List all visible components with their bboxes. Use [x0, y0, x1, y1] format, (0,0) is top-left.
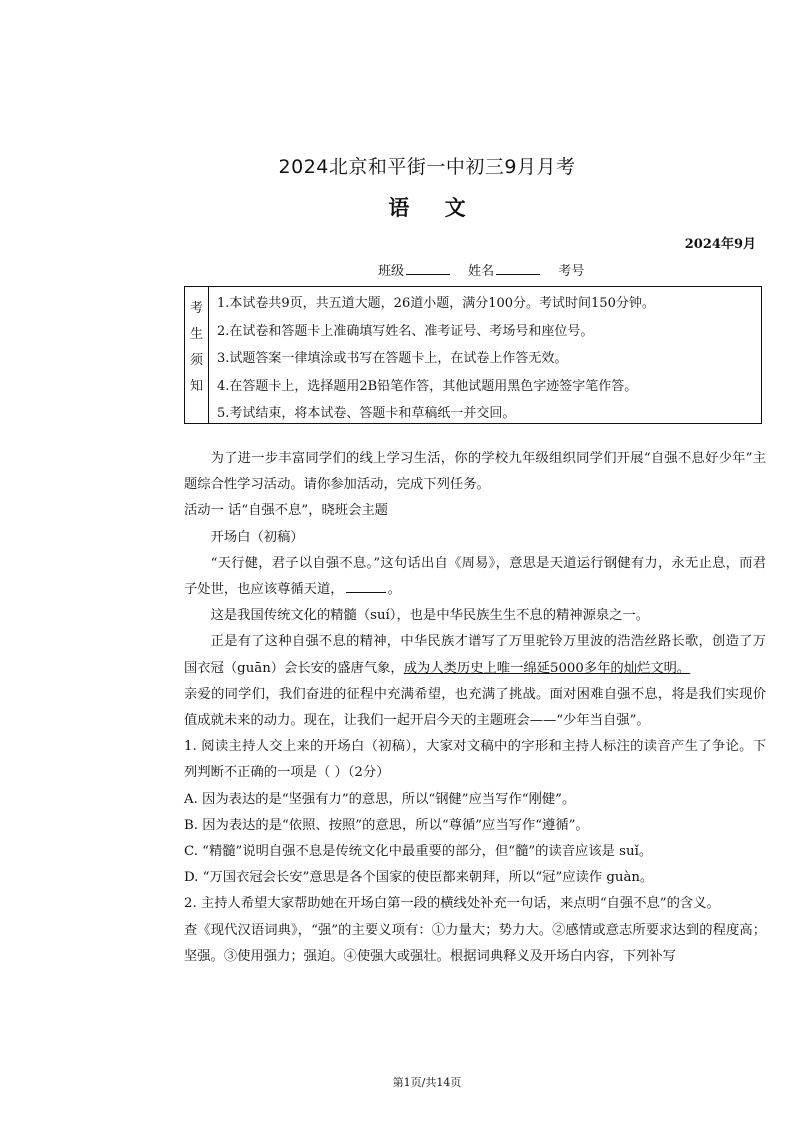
underlined-sentence: 成为人类历史上唯一绵延5000多年的灿烂文明。	[403, 660, 691, 676]
fill-in-blank[interactable]	[346, 580, 386, 593]
question-1: 1. 阅读主持人交上来的开场白（初稿），大家对文稿中的字形和主持人标注的读音产生了争论。下列判断不正确的一项是（ ）（2分）	[184, 739, 766, 781]
name-label: 姓名	[468, 264, 495, 279]
opening-paragraph-3	[184, 629, 766, 681]
paragraph-text: 。	[387, 582, 401, 598]
paragraph-text: 正是有了这种自强不息的精神，中华民族才谱写了万里驼铃万里波的浩浩丝路长歌，创造了万国衣冠（guān）会长安的盛唐气象，	[184, 634, 766, 676]
opening-paragraph-1	[184, 551, 766, 603]
activity-heading: 活动一 话“自强不息”，晓班会主题	[184, 503, 388, 519]
class-label: 班级	[378, 264, 405, 279]
question-2: 2. 主持人希望大家帮助她在开场白第一段的横线处补充一句话，来点明“自强不息”的含义。	[184, 896, 720, 912]
question-1-option-b[interactable]: B. 因为表达的是“依照、按照”的意思，所以“尊循”应当写作“遵循”。	[184, 817, 589, 833]
question-1-option-a[interactable]: A. 因为表达的是“坚强有力”的意思，所以“钢健”应当写作“刚健”。	[184, 791, 576, 807]
opening-paragraph-4: 亲爱的同学们，我们奋进的征程中充满希望，也充满了挑战。面对困难自强不息，将是我们实现价值成就未来的动力。现在，让我们一起开启今天的主题班会——“少年当自强”。	[184, 686, 766, 729]
student-info-line	[378, 260, 584, 279]
notice-side-char: 知	[189, 379, 203, 394]
opening-label: 开场白（初稿）	[210, 529, 304, 545]
subject-title: 语 文	[388, 196, 466, 220]
exam-date: 2024年9月	[684, 237, 756, 252]
notice-item: 2.在试卷和答题卡上准确填写姓名、准考证号、考场号和座位号。	[217, 323, 594, 339]
notice-item: 4.在答题卡上，选择题用2B铅笔作答，其他试题用黑色字迹签字笔作答。	[217, 378, 638, 394]
exam-content	[184, 446, 766, 970]
question-2-body: 查《现代汉语词典》，“强”的主要义项有：①力量大；势力大。②感情或意志所要求达到的程度高；坚强。③使用强力；强迫。④使强大或强壮。根据词典释义及开场白内容，下列补写	[184, 922, 766, 964]
notice-list	[217, 290, 655, 428]
opening-paragraph-2: 这是我国传统文化的精髓（suí），也是中华民族生生不息的精神源泉之一。	[210, 608, 650, 624]
intro-paragraph: 为了进一步丰富同学们的线上学习生活，你的学校九年级组织同学们开展“自强不息好少年”主题综合性学习活动。请你参加活动，完成下列任务。	[184, 451, 766, 493]
notice-side-label	[185, 287, 209, 423]
notice-item: 3.试题答案一律填涂或书写在答题卡上，在试卷上作答无效。	[217, 351, 568, 366]
name-blank[interactable]	[496, 262, 540, 275]
notice-item: 1.本试卷共9页，共五道大题，26道小题，满分100分。考试时间150分钟。	[217, 296, 655, 311]
exam-notice-box	[184, 286, 762, 424]
question-1-option-c[interactable]: C. “精髓”说明自强不息是传统文化中最重要的部分，但“髓”的读音应该是 suǐ。	[184, 844, 653, 860]
paragraph-text: “天行健，君子以自强不息。”这句话出自《周易》，意思是天道运行钢健有力，永无止息，而君子处世，也应该尊循天道，	[184, 555, 766, 598]
class-blank[interactable]	[406, 262, 450, 275]
exam-title: 2024北京和平街一中初三9月月考	[278, 156, 576, 178]
notice-item: 5.考试结束，将本试卷、答题卡和草稿纸一并交回。	[217, 406, 516, 421]
page-number: 第1页/共14页	[392, 1076, 462, 1089]
exam-no-label: 考号	[558, 264, 585, 279]
question-1-option-d[interactable]: D. “万国衣冠会长安”意思是各个国家的使臣都来朝拜，所以“冠”应读作 guàn。	[184, 870, 654, 886]
notice-side-char: 生	[189, 327, 203, 342]
notice-side-char: 考	[189, 301, 203, 316]
notice-side-char: 须	[189, 353, 203, 368]
